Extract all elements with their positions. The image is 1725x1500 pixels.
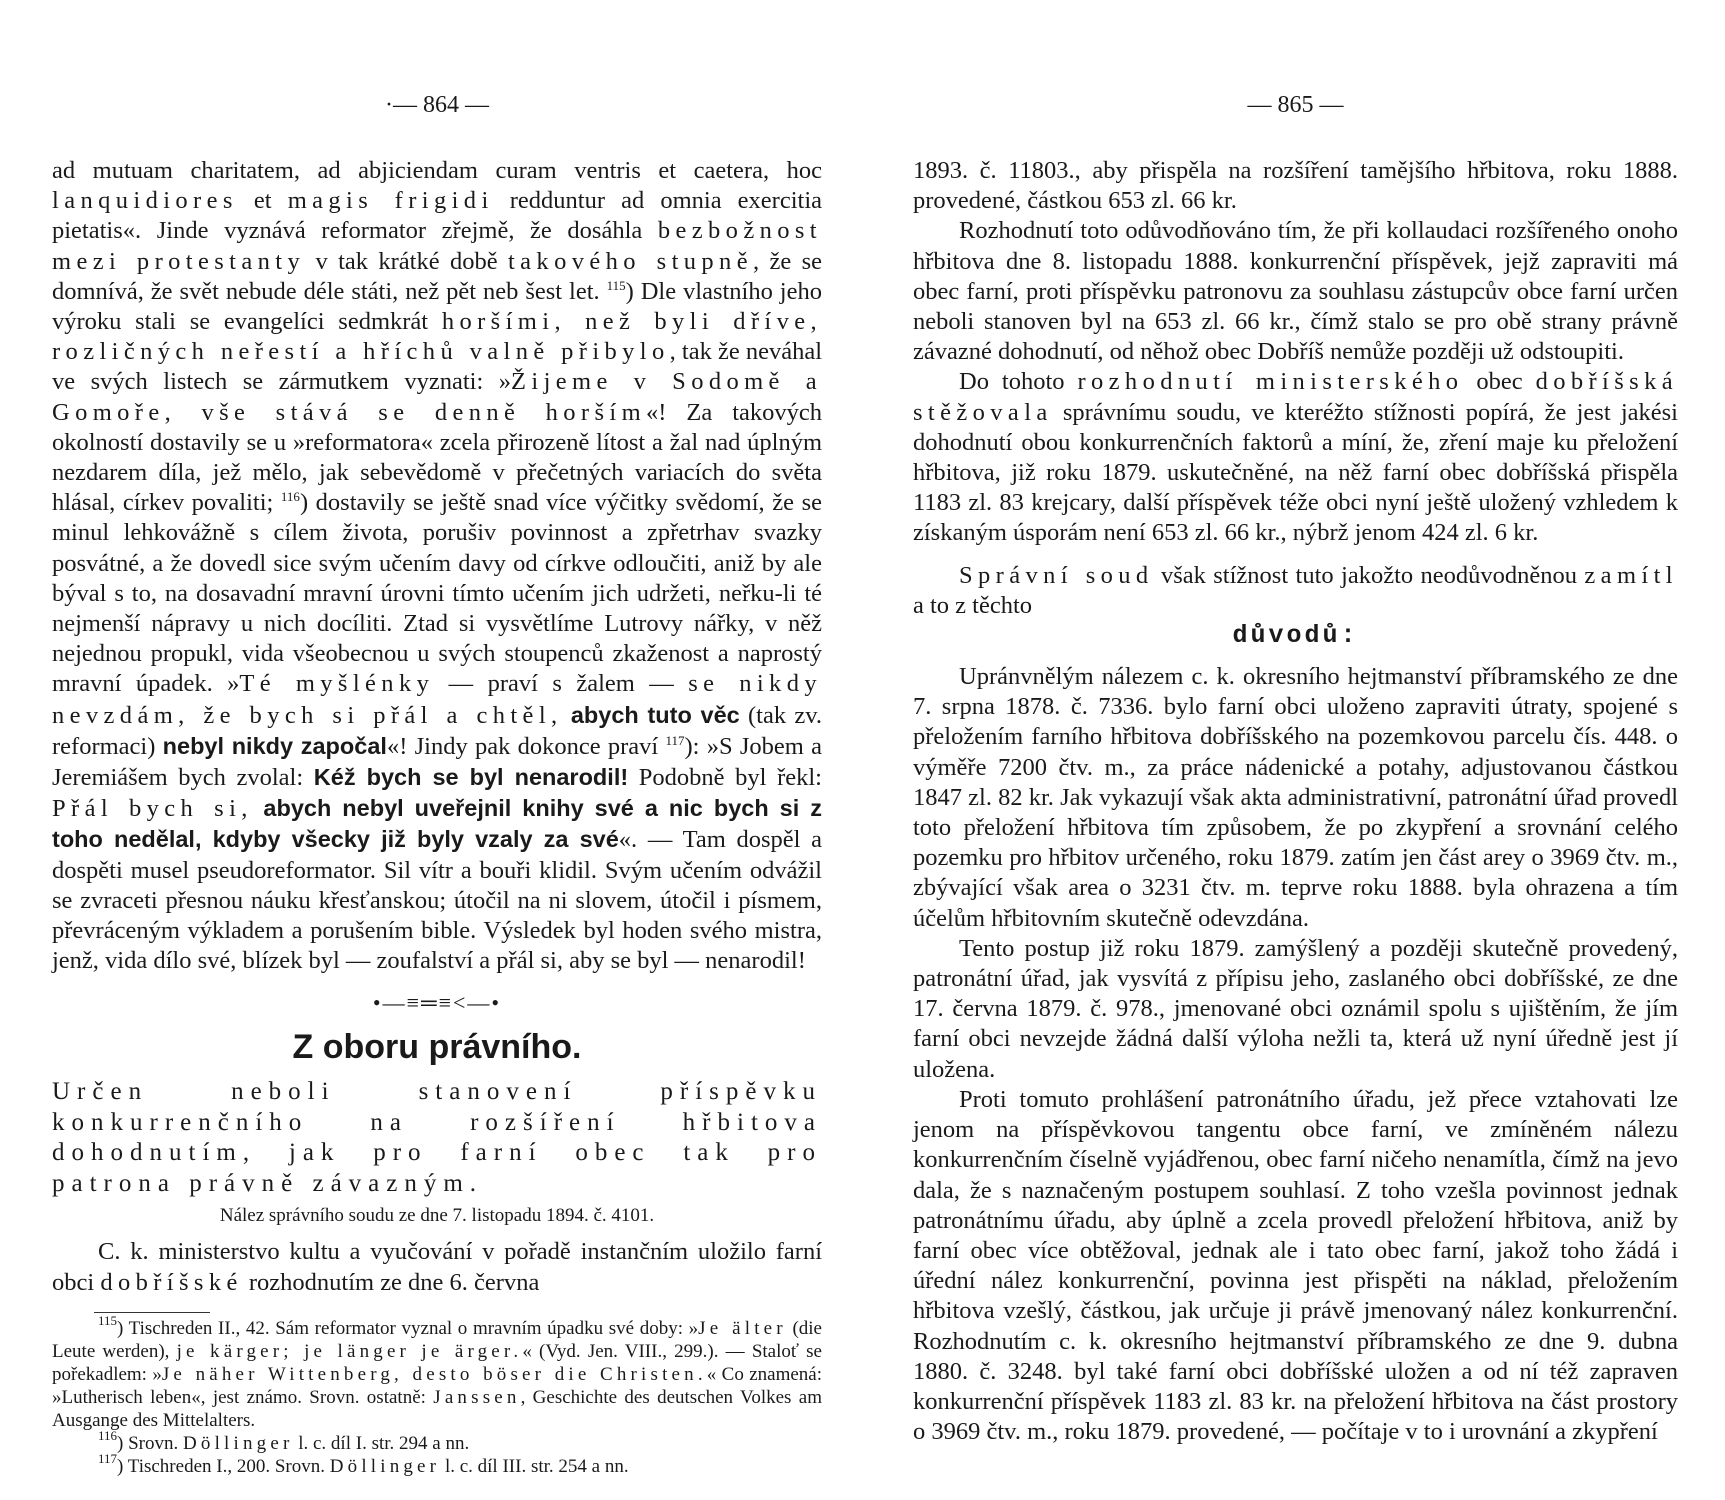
footnote-115: $^{115}$) Tischreden II., 42. Sám reformator vyznal o mravním úpadku své doby: »Je älter (die Leute werden), je kärger; je länger je ärger.« (Vyd. Jen. VIII., 299.). — Staloť se pořekadlem: »Je näher Wittenberg, desto böser die Christen.« Co znamená: »Lutherisch leben«, jest známo. Srovn. ostatně: Janssen, Geschichte des deutschen Volkes am Ausgange des Mittelalters. xyxy=(52,1312,822,1431)
right-page-body xyxy=(913,156,1678,1447)
right-paragraph-6: Tento postup již roku 1879. zamýšlený a později skutečně provedený, patronátní úřad, jak vysvítá z přípisu jeho, zaslaného obci dobříšské, ze dne 17. června 1879. č. 978., jmenované obci oznámil spolu s ujištěním, že jím farní obci nevzejde žádná další výloha nežli ta, která už nyní úředně jest jí uložena. xyxy=(913,934,1678,1083)
footnote-ref-115: 115 xyxy=(606,277,626,293)
footnotes xyxy=(52,1312,822,1478)
footnote-ref-116: 116 xyxy=(280,489,300,505)
page-number-right: — 865 — xyxy=(1247,92,1344,118)
right-paragraph-1: 1893. č. 11803., aby přispěla na rozšíření tamějšího hřbitova, roku 1888. provedené, částkou 653 zl. 66 kr. xyxy=(913,157,1678,215)
right-paragraph-7: Proti tomuto prohlášení patronátního úřadu, jež přece vztahovati lze jenom na příspěvkovou tangentu obce farní, ve zmíněném nálezu konkurrenčním číselně vyjádřenou, obec farní ničeho nenamítla, čímž na jevo dala, že s naznačeným postupem souhlasí. Z toho vzešla povinnost jednak patronátnímu úřadu, aby úplně a zcela provedl přeložení hřbitova, aniž by farní obec více obtěžoval, jednak ale i tato obec farní, jakož toho žádá i úřední nález konkurrenční, povinna jest přispěti na náklad, přeložením hřbitova vzešlý, částkou, jak určuje ji právě jmenovaný nález konkurrenční. Rozhodnutím c. k. okresního hejtmanství příbramského ze dne 9. dubna 1880. č. 3248. byl také farní obci dobříšské uložen a od ní též zapraven konkurrenční příspěvek 1183 zl. 83 kr. na přeložení hřbitova na část prostory o 3969 čtv. m., roku 1879. provedené, — počítaje v to i urovnání a zkypření xyxy=(913,1085,1678,1446)
right-paragraph-5: Upránvnělým nálezem c. k. okresního hejtmanství příbramského ze dne 7. srpna 1878. č. 7336. bylo farní obci uloženo zapraviti útraty, spojené s přeložením farního hřbitova dobříšského na pozemkovou parcelu čís. 448. o výměře 7200 čtv. m., za práce nádenické a potahy, adjustovanou částkou 1847 zl. 82 kr. Jak vykazují však akta administrativní, patronátní úřad provedl toto přeložení hřbitova tím způsobem, že po zkypření a srovnání celého pozemku pro hřbitov určeného, roku 1879. zatím jen část arey o 3969 čtv. m., zbývající však area o 3231 čtv. m. teprve roku 1888. byla ohrazena a tím účelům hřbitovním skutečně odevzdána. xyxy=(913,663,1678,932)
right-paragraph-4: Správní soud však stížnost tuto jakožto neodůvodněnou zamítl a to z těchto xyxy=(913,561,1678,619)
section-title: Z oboru právního. xyxy=(292,1028,582,1067)
right-paragraph-2: Rozhodnutí toto odůvodňováno tím, že při kollaudaci rozšířeného onoho hřbitova dne 8. listopadu 1888. konkurrenční příspěvek, jejž zapraviti má obec farní, proti příspěvku patronovu za souhlasu zástupcův obce farní určen neboli stanoven byl na 653 zl. 66 kr., čímž stalo se pro obě strany právně závazné dohodnutí, od něhož obec Dobříš nemůže později už odstoupiti. xyxy=(913,217,1678,366)
page-number-left: ·— 864 — xyxy=(385,92,489,118)
left-paragraph-2: C. k. ministerstvo kultu a vyučování v pořadě instančním uložilo farní obci dobříšské rozhodnutím ze dne 6. června xyxy=(52,1238,822,1296)
section-ornament: •—≡═≡<—• xyxy=(372,990,502,1016)
footnote-ref-117: 117 xyxy=(665,732,685,748)
footnote-117: $^{117}$) Tischreden I., 200. Srovn. Döllinger l. c. díl III. str. 254 a nn. xyxy=(98,1450,629,1477)
right-page xyxy=(913,0,1678,1500)
left-page-body xyxy=(52,156,822,1478)
article-subheading: Určen neboli stanovení příspěvku konkurrenčního na rozšíření hřbitova dohodnutím, jak pro farní obec tak pro patrona právně závazným. xyxy=(52,1078,822,1197)
left-paragraph-1: ad mutuam charitatem, ad abjiciendam curam ventris et caetera, hoc lanquidiores et magis frigidi redduntur ad omnia exercitia pietatis«. Jinde vyznává reformator zřejmě, že dosáhla bezbožnost mezi protestanty v tak krátké době takového stupně, že se domnívá, že svět nebude déle státi, než pět neb šest let. $^{115}$) Dle vlastního jeho výroku stali se evangelíci sedmkrát horšími, než byli dříve, rozličných neřestí a hříchů valně přibylo, tak že neváhal ve svých listech se zármutkem vyznati: »Žijeme v Sodomě a Gomoře, vše stává se denně horším«! Za takových okolností dostavily se u »reformatora« zcela přirozeně lítost a žal nad úplným nezdarem díla, jež mělo, jak sebevědomě v přečetných variacích do světa hlásal, církev povaliti; $^{116}$) dostavily se ještě snad více výčitky svědomí, že se minul lehkovážně s cílem života, porušiv povinnost a zpřetrhav svazky posvátné, a že dovedl sice svým učením davy od církve odloučiti, aniž by ale býval s to, na dosavadní mravní úrovni tímto učením jich udržeti, neřku-li té nejmenší nápravy u nich docíliti. Ztad si vysvětlíme Lutrovy nářky, v něž nejednou propukl, vida všeobecnou u svých stoupenců zkaženost a naprostý mravní úpadek. »Té myšlénky — praví s žalem — se nikdy nevzdám, že bych si přál a chtěl, abych tuto věc (tak zv. reformaci) nebyl nikdy započal«! Jindy pak dokonce praví $^{117}$): »S Jobem a Jeremiášem bych zvolal: Kéž bych se byl nenarodil! Podobně byl řekl: Přál bych si, abych nebyl uveřejnil knihy své a nic bych si z toho nedělal, kdyby všecky již byly vzaly za své«. — Tam dospěl a dospěti musel pseudoreformator. Sil vítr a bouři klidil. Svým učením odvážil se zvraceti přesnou náuku křesťanskou; útočil na ni slovem, útočil i písmem, převráceným výkladem a porušením bible. Výsledek byl hoden svého mistra, jenž, vida dílo své, blízek byl — zoufalství a přál si, aby se byl — nenarodil! xyxy=(52,157,823,975)
right-paragraph-3: Do tohoto rozhodnutí ministerského obec dobříšská stěžovala správnímu soudu, ve kteréžto stížnosti popírá, že jest jakési dohodnutí obou konkurrenčních faktorů a míní, že, zření maje ku přeložení hřbitova, již roku 1879. uskutečněné, na něž farní obec dobříšská přispěla 1183 zl. 83 krejcary, další příspěvek téže obci nyní ještě uložený vzhledem k získaným úsporám není 653 zl. 66 kr., nýbrž jenom 424 zl. 6 kr. xyxy=(913,368,1678,547)
reasons-heading: důvodů: xyxy=(1232,621,1359,651)
footnote-116: $^{116}$) Srovn. Döllinger l. c. díl I. str. 294 a nn. xyxy=(98,1427,470,1454)
left-page xyxy=(52,0,822,1500)
court-decision-source: Nález správního soudu ze dne 7. listopadu 1894. č. 4101. xyxy=(219,1205,655,1227)
